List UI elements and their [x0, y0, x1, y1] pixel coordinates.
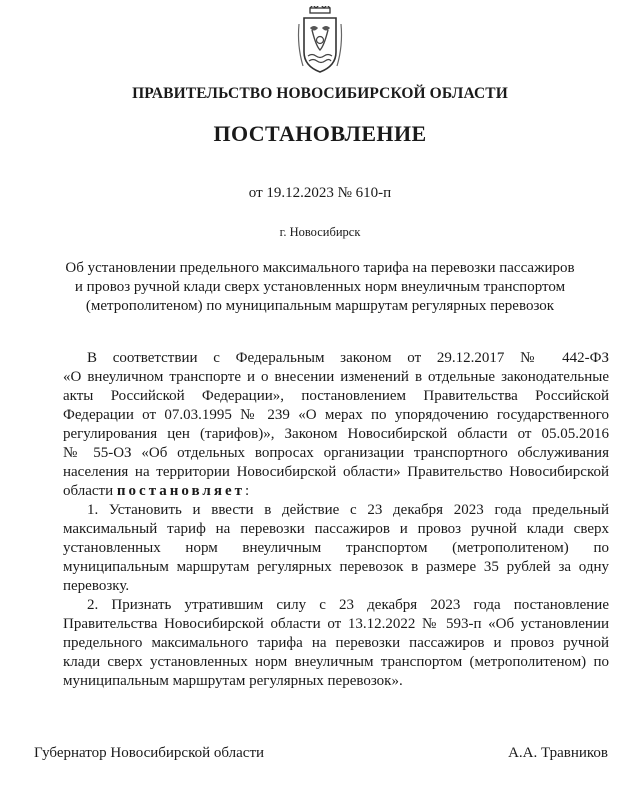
- document-body: [63, 349, 609, 691]
- item-2-line: 2. Признать утратившим силу с 23 декабря 2023 года постановление: [87, 597, 609, 613]
- preamble-line: «О внеуличном транспорте и о внесении изменений в отдельные законодательные: [63, 369, 609, 385]
- preamble-line: Федерации от 07.03.1995 № 239 «О мерах по упорядочению государственного: [63, 407, 609, 423]
- document-subject: [30, 259, 610, 316]
- item-2-last-line: муниципальным маршрутам регулярных перевозок».: [63, 673, 403, 689]
- item-1-last-line: перевозку.: [63, 578, 130, 594]
- item-2-line: предельного максимального тарифа на перевозки пассажиров и провоз ручной: [63, 635, 609, 651]
- preamble-line: регулирования цен (тарифов)», Законом Новосибирской области от 05.05.2016: [63, 426, 609, 442]
- item-2-line: клади сверх установленных норм внеуличным транспортом (метрополитеном) по: [63, 654, 609, 670]
- subject-line: Об установлении предельного максимального тарифа на перевозки пассажиров: [65, 260, 575, 276]
- document-date-number: от 19.12.2023 № 610-п: [248, 185, 392, 201]
- document-type: ПОСТАНОВЛЕНИЕ: [213, 121, 427, 146]
- item-1-line: установленных норм внеуличным транспортом (метрополитеном) по: [63, 540, 609, 556]
- item-1-line: максимальный тариф на перевозки пассажиров и провоз ручной клади сверх: [63, 521, 609, 537]
- preamble-last-prefix: области: [63, 483, 114, 499]
- preamble-line: акты Российской Федерации», постановлением Правительства Российской: [63, 388, 609, 404]
- preamble-last-suffix: :: [245, 483, 250, 499]
- preamble-last-line: [63, 482, 609, 501]
- document-city: г. Новосибирск: [279, 225, 361, 239]
- signatory-name: А.А. Травников: [508, 745, 608, 761]
- item-2-line: Правительства Новосибирской области от 13.12.2022 № 593-п «Об установлении: [63, 616, 609, 632]
- item-1-paragraph: [63, 501, 609, 596]
- government-title: ПРАВИТЕЛЬСТВО НОВОСИБИРСКОЙ ОБЛАСТИ: [132, 85, 508, 102]
- decree-word: постановляет: [116, 483, 245, 499]
- preamble-line: населения на территории Новосибирской области» Правительство Новосибирской: [63, 464, 609, 480]
- item-1-line: 1. Установить и ввести в действие с 23 декабря 2023 года предельный: [87, 502, 609, 518]
- subject-line: (метрополитеном) по муниципальным маршрутам регулярных перевозок: [85, 298, 555, 314]
- coat-of-arms-icon: [296, 6, 344, 78]
- signatory-position: Губернатор Новосибирской области: [34, 745, 265, 761]
- item-1-line: муниципальным маршрутам регулярных перевозок в размере 35 рублей за одну: [63, 559, 609, 575]
- subject-line: и провоз ручной клади сверх установленных норм внеуличным транспортом: [74, 279, 566, 295]
- preamble-line: № 55-ОЗ «Об отдельных вопросах организации транспортного обслуживания: [63, 445, 609, 461]
- item-2-paragraph: [63, 596, 609, 691]
- preamble-line: В соответствии с Федеральным законом от 29.12.2017 № 442-ФЗ: [87, 350, 609, 366]
- preamble-paragraph: [63, 349, 609, 501]
